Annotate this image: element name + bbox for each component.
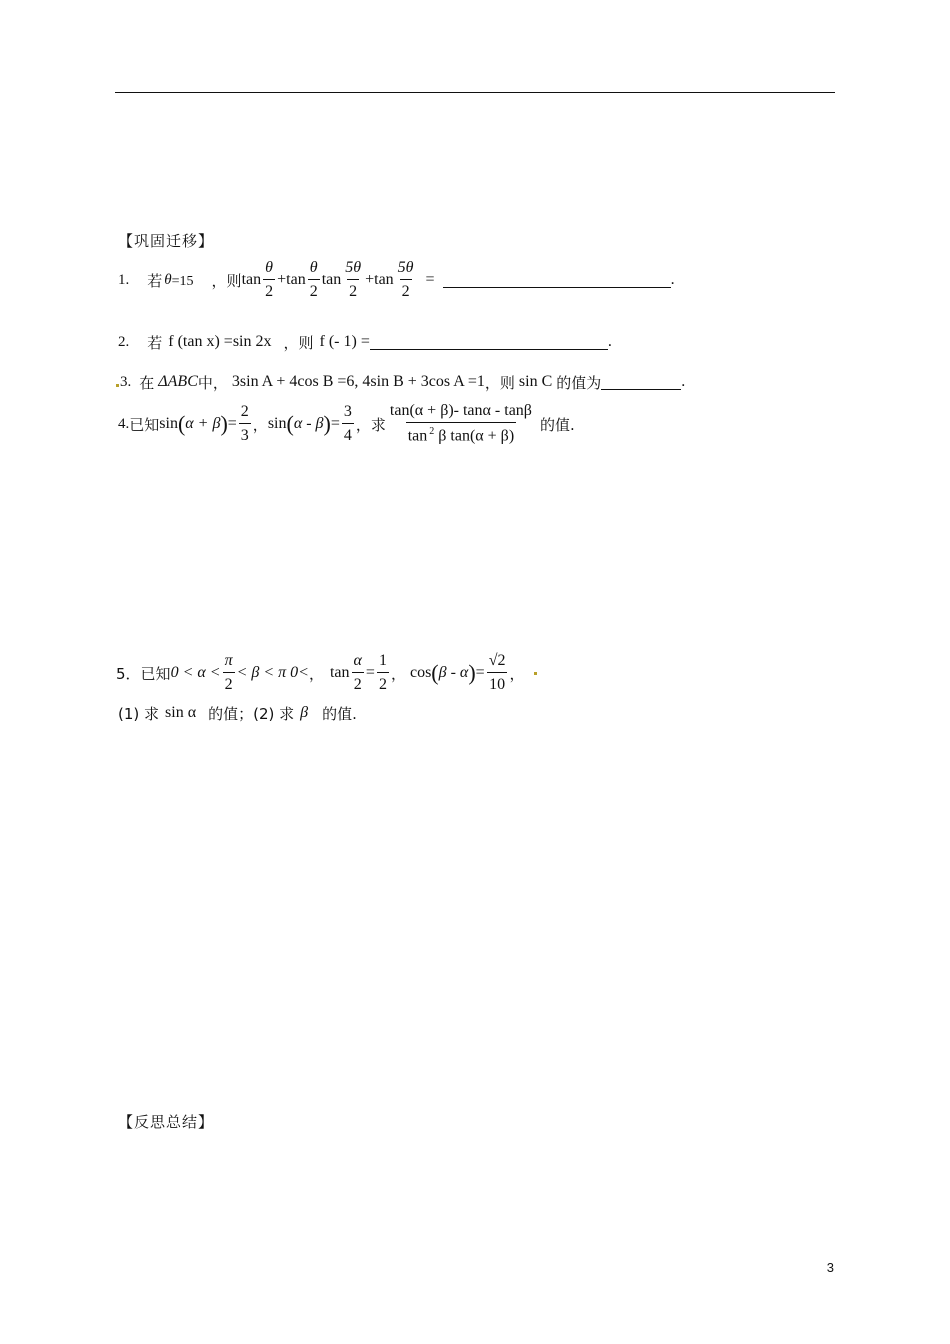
triangle-abc: ΔABC	[158, 373, 198, 390]
fraction-theta-over-2: $\frac{\theta}{2}$	[309, 259, 318, 300]
inequality-left: 0 < α <	[170, 664, 221, 681]
fraction-target-expression: $\frac{\tan(\alpha + \beta)- \tan\alpha - \tan\beta}{\tan ^2 \beta \tan(\alpha + \beta)}$	[389, 402, 532, 445]
question-1: 1. 若 θ =15 ，则 tan $\frac{\theta}{2}$ + tan $\frac{\theta}{2}$ tan $\frac{5\theta}{2}$ + tan $\frac{5\theta}{2}$ = .	[118, 259, 675, 300]
question-number: 3.	[120, 373, 132, 390]
text-then: ，则	[211, 271, 242, 290]
text-if: 若	[147, 271, 163, 290]
question-5-parts: (1) 求 sin α 的值；(2) 求 β 的值.	[118, 704, 357, 723]
expression-f-minus1: f (- 1) =	[319, 333, 370, 350]
question-4: 4. 已知 sin ( α + β ) = $\frac{2}{3}$ ， sin ( α - β ) = $\frac{3}{4}$ ， 求 $\frac{\tan(\alpha + \beta)- \tan\alpha - \tan\beta}{\tan ^2 \beta \tan(\alpha + \beta)}$ 的值.	[118, 402, 575, 445]
section-title-practice: 【巩固迁移】	[118, 232, 215, 250]
fraction-pi-over-2: $\frac{\pi}{2}$	[224, 652, 233, 693]
question-number: 5．	[116, 664, 141, 683]
question-3: 3. 在 ΔABC 中， 3sin A + 4cos B =6, 4sin B + 3cos A =1 ，则 sin C 的值为 .	[120, 373, 686, 392]
marker-dot	[534, 672, 537, 675]
page-number: 3	[826, 1260, 834, 1275]
expression-f-tanx: f (tan x) =sin 2x	[168, 333, 272, 350]
question-number: 1.	[118, 271, 130, 288]
theta-value: =15	[171, 274, 194, 289]
question-number: 4.	[118, 415, 130, 432]
answer-blank[interactable]	[601, 375, 681, 390]
inequality-right: < β < π 0<	[236, 664, 309, 681]
marker-dot	[116, 384, 119, 387]
fraction-5theta-over-2: $\frac{5\theta}{2}$	[345, 259, 362, 300]
fraction-3-over-4: $\frac{3}{4}$	[343, 403, 352, 444]
fraction-2-over-3: $\frac{2}{3}$	[240, 403, 249, 444]
fraction-5theta-over-2: $\frac{5\theta}{2}$	[397, 259, 414, 300]
header-rule	[115, 92, 835, 93]
question-5: 5． 已知 0 < α < $\frac{\pi}{2}$ < β < π 0< ， tan $\frac{\alpha}{2}$ = $\frac{1}{2}$ ， cos ( β - α ) = $\frac{√2}{10}$ ，	[116, 648, 537, 698]
question-number: 2.	[118, 333, 130, 350]
fraction-1-over-2: $\frac{1}{2}$	[378, 652, 387, 693]
fraction-alpha-over-2: $\frac{\alpha}{2}$	[353, 652, 362, 693]
equation-system: 3sin A + 4cos B =6, 4sin B + 3cos A =1	[231, 373, 485, 390]
question-2: 2. 若 f (tan x) =sin 2x ，则 f (- 1) = .	[118, 333, 612, 352]
answer-blank[interactable]	[370, 335, 608, 350]
section-title-summary: 【反思总结】	[118, 1113, 215, 1131]
tan-func: tan	[241, 271, 262, 288]
theta-symbol: θ	[164, 271, 172, 288]
answer-blank[interactable]	[443, 273, 671, 288]
fraction-sqrt2-over-10: $\frac{√2}{10}$	[488, 652, 506, 693]
fraction-theta-over-2: $\frac{\theta}{2}$	[265, 259, 274, 300]
